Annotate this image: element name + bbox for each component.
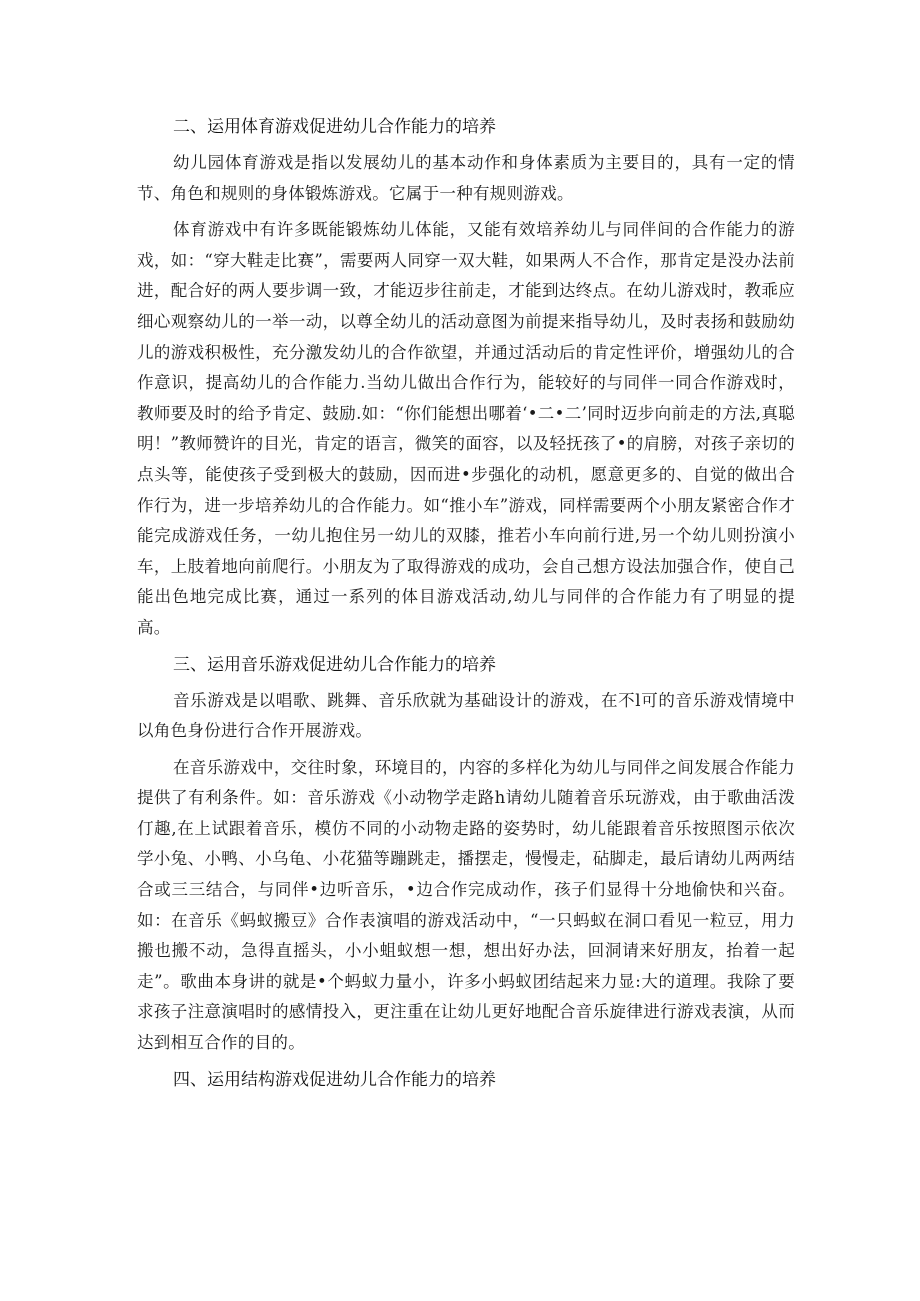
paragraph: 在音乐游戏中，交往时象，环境目的，内容的多样化为幼儿与同伴之间发展合作能力提供了有利条件。如：音乐游戏《小动物学走路h请幼儿随着音乐玩游戏，由于歌曲活泼仃趣,在上试跟着音乐，模仿不同的小动物走路的姿势时，幼儿能跟着音乐按照图示依次学小兔、小鸭、小乌龟、小花猫等蹦跳走，播摆走，慢慢走，砧脚走，最后请幼儿两两结合或三三结合，与同伴•边听音乐，•边合作完成动作，孩子们显得十分地偷快和兴奋。如：在音乐《蚂蚁搬豆》合作表演唱的游戏活动中，“一只蚂蚁在洞口看见一粒豆，用力搬也搬不动，急得直摇头，小小蛆蚁想一想，想出好办法，回洞请来好朋友，抬着一起走”。歌曲本身讲的就是•个蚂蚁力量小，许多小蚂蚁团结起来力显:大的道理。我除了要求孩子注意演唱时的感情投入，更注重在让幼儿更好地配合音乐旋律进行游戏表演，从而达到相互合作的目的。 (137, 757, 795, 1053)
section-sports-games (137, 112, 795, 644)
section-music-games (137, 650, 795, 1059)
paragraph: 体育游戏中有许多既能锻炼幼儿体能，又能有效培养幼儿与同伴间的合作能力的游戏，如：“穿大鞋走比赛”，需要两人同穿一双大鞋，如果两人不合作，那肯定是没办法前进，配合好的两人要步调一致，才能迈步往前走，才能到达终点。在幼儿游戏时，教乖应细心观察幼儿的一举一动，以尊全幼儿的活动意图为前提来指导幼儿，及时表扬和鼓励幼儿的游戏积极性，充分激发幼儿的合作欲望，并通过活动后的肯定性评价，增强幼儿的合作意识，提高幼儿的合作能力.当幼儿做出合作行为，能较好的与同伴一同合作游戏时，教师要及时的给予肯定、鼓励.如：“你们能想出哪着‘•二•二’同时迈步向前走的方法,真聪明！”教师赞许的目光，肯定的语言，微笑的面容，以及轻抚孩了•的肩膀，对孩子亲切的点头等，能使孩子受到极大的鼓励，因而进•步强化的动机，愿意更多的、自觉的做出合作行为，进一步培养幼儿的合作能力。如“推小车”游戏，同样需要两个小朋友紧密合作才能完成游戏任务，一幼儿抱住另一幼儿的双膝，推若小车向前行进,另一个幼儿则扮演小车，上肢着地向前爬行。小朋友为了取得游戏的成功，会自己想方设法加强合作，使自己能出色地完成比赛，通过一系列的体目游戏活动,幼儿与同伴的合作能力有了明显的提高。 (137, 220, 795, 637)
paragraph: 幼儿园体育游戏是指以发展幼儿的基本动作和身体素质为主要目的，具有一定的情节、角色和规则的身体锻炼游戏。它属于一种有规则游戏。 (137, 153, 795, 203)
section-heading: 四、运用结构游戏促进幼儿合作能力的培养 (173, 1069, 496, 1090)
section-construction-games (137, 1065, 795, 1095)
section-heading: 三、运用音乐游戏促进幼儿合作能力的培养 (173, 654, 496, 675)
section-heading: 二、运用体育游戏促进幼儿合作能力的培养 (173, 117, 496, 137)
paragraph: 音乐游戏是以唱歌、跳舞、音乐欣就为基础设计的游戏，在不l可的音乐游戏情境中以角色身份进行合作开展游戏。 (137, 690, 795, 741)
document-page (137, 112, 795, 1101)
